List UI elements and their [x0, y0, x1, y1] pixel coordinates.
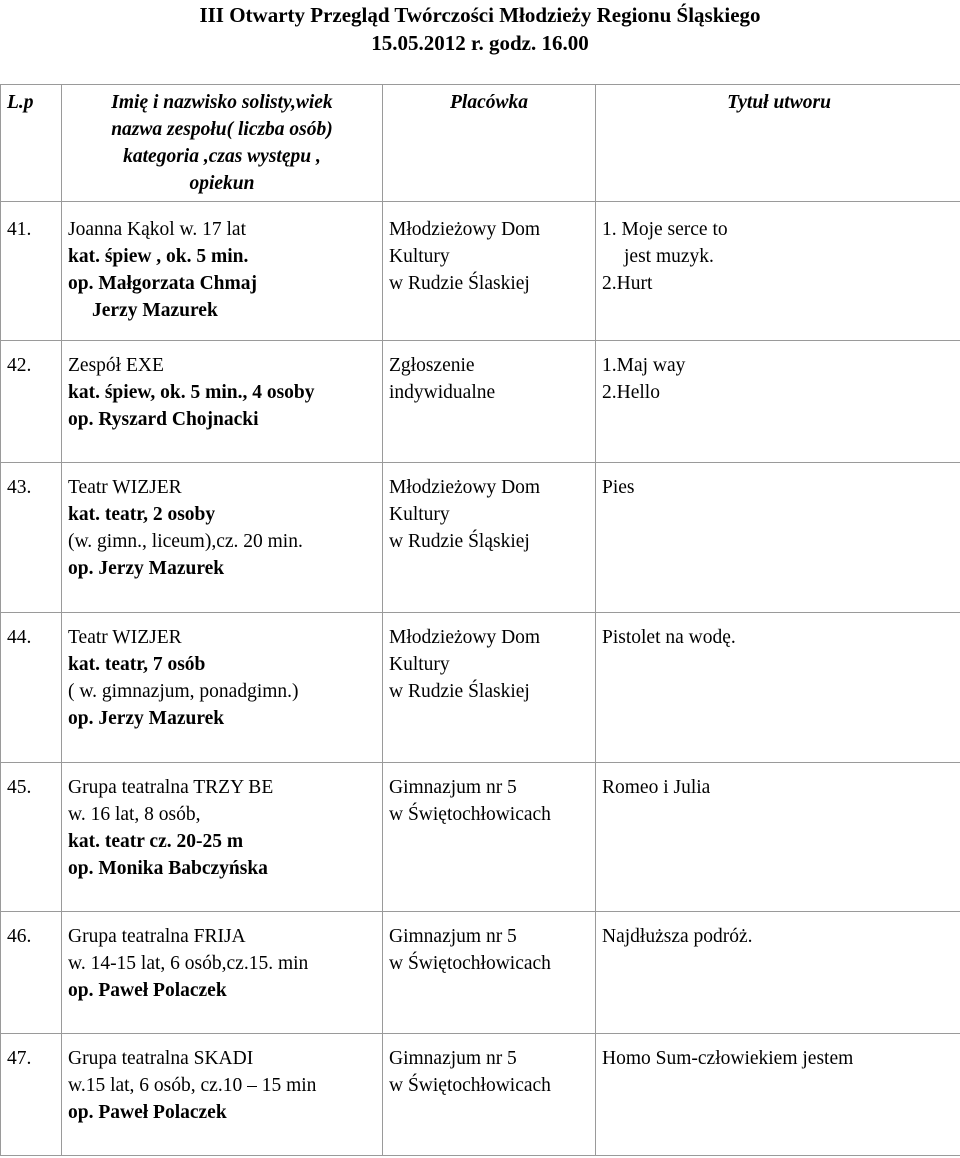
participant-line: op. Paweł Polaczek [68, 1102, 227, 1123]
table-row [1, 463, 960, 613]
cell-participant [62, 763, 383, 912]
cell-title [596, 1034, 960, 1156]
cell-title [596, 613, 960, 763]
cell-institution [383, 912, 596, 1034]
title-line: jest muzyk. [624, 246, 714, 267]
cell-title [596, 912, 960, 1034]
cell-title [596, 763, 960, 912]
institution-line: w Świętochłowicach [389, 1075, 551, 1096]
title-line: Pistolet na wodę. [602, 627, 736, 648]
institution-line: Gimnazjum nr 5 [389, 926, 517, 947]
participant-line: w.15 lat, 6 osób, cz.10 – 15 min [68, 1075, 317, 1096]
header-participant-line: Imię i nazwisko solisty,wiek [111, 92, 333, 113]
title-line: 2.Hello [602, 382, 660, 403]
title-line: Homo Sum-człowiekiem jestem [602, 1048, 854, 1069]
participant-line: op. Małgorzata Chmaj [68, 273, 258, 294]
institution-line: w Rudzie Śląskiej [389, 531, 530, 552]
cell-participant [62, 341, 383, 463]
cell-lp: 41. [1, 202, 62, 341]
cell-lp: 43. [1, 463, 62, 613]
cell-participant [62, 463, 383, 613]
institution-line: w Świętochłowicach [389, 804, 551, 825]
document-title: III Otwarty Przegląd Twórczości Młodzieży Regionu Śląskiego [199, 3, 761, 27]
institution-line: Kultury [389, 504, 450, 525]
title-line: Romeo i Julia [602, 777, 711, 798]
cell-participant [62, 912, 383, 1034]
participant-line: op. Monika Babczyńska [68, 858, 268, 879]
cell-participant [62, 613, 383, 763]
participant-line: kat. teatr, 2 osoby [68, 504, 216, 525]
participant-line: op. Jerzy Mazurek [68, 558, 225, 579]
institution-line: Młodzieżowy Dom [389, 219, 541, 240]
cell-participant [62, 202, 383, 341]
cell-lp: 46. [1, 912, 62, 1034]
cell-title [596, 202, 960, 341]
institution-line: Młodzieżowy Dom [389, 477, 541, 498]
participant-line: Grupa teatralna SKADI [68, 1048, 254, 1069]
cell-lp: 45. [1, 763, 62, 912]
cell-institution [383, 763, 596, 912]
cell-institution [383, 1034, 596, 1156]
header-row [1, 85, 960, 202]
table-row [1, 1034, 960, 1156]
table-row [1, 912, 960, 1034]
title-line: Najdłuższa podróż. [602, 926, 753, 947]
header-lp: L.p [1, 85, 62, 202]
cell-institution [383, 613, 596, 763]
institution-line: Kultury [389, 654, 450, 675]
table-row [1, 202, 960, 341]
cell-title [596, 341, 960, 463]
table-row [1, 763, 960, 912]
header-participant [62, 85, 383, 202]
participant-line: w. 16 lat, 8 osób, [68, 804, 201, 825]
participant-line: op. Ryszard Chojnacki [68, 409, 259, 430]
cell-lp: 47. [1, 1034, 62, 1156]
institution-line: Młodzieżowy Dom [389, 627, 541, 648]
header-participant-line: kategoria ,czas występu , [123, 146, 321, 167]
header-institution: Placówka [383, 85, 596, 202]
cell-institution [383, 463, 596, 613]
header-participant-line: nazwa zespołu( liczba osób) [111, 119, 333, 140]
participant-line: op. Jerzy Mazurek [68, 708, 225, 729]
table-row [1, 613, 960, 763]
institution-line: Kultury [389, 246, 450, 267]
cell-lp: 42. [1, 341, 62, 463]
title-line: 2.Hurt [602, 273, 653, 294]
program-table [0, 84, 960, 1156]
participant-line: Grupa teatralna TRZY BE [68, 777, 274, 798]
participant-line: Teatr WIZJER [68, 627, 182, 648]
title-line: 1. Moje serce to [602, 219, 728, 240]
participant-line: (w. gimn., liceum),cz. 20 min. [68, 531, 303, 552]
cell-lp: 44. [1, 613, 62, 763]
title-line: Pies [602, 477, 635, 498]
institution-line: Zgłoszenie [389, 355, 475, 376]
header-title: Tytuł utworu [596, 85, 960, 202]
cell-institution [383, 341, 596, 463]
institution-line: Gimnazjum nr 5 [389, 777, 517, 798]
participant-line: ( w. gimnazjum, ponadgimn.) [68, 681, 299, 702]
institution-line: w Świętochłowicach [389, 953, 551, 974]
participant-line: kat. teatr, 7 osób [68, 654, 206, 675]
cell-participant [62, 1034, 383, 1156]
participant-line: Joanna Kąkol w. 17 lat [68, 219, 246, 240]
participant-line: Jerzy Mazurek [92, 300, 218, 321]
participant-line: Zespół EXE [68, 355, 164, 376]
participant-line: Grupa teatralna FRIJA [68, 926, 246, 947]
institution-line: Gimnazjum nr 5 [389, 1048, 517, 1069]
institution-line: w Rudzie Ślaskiej [389, 273, 530, 294]
participant-line: kat. śpiew, ok. 5 min., 4 osoby [68, 382, 315, 403]
cell-institution [383, 202, 596, 341]
institution-line: w Rudzie Ślaskiej [389, 681, 530, 702]
participant-line: w. 14-15 lat, 6 osób,cz.15. min [68, 953, 309, 974]
table-row [1, 341, 960, 463]
header-participant-line: opiekun [189, 173, 255, 194]
institution-line: indywidualne [389, 382, 496, 403]
participant-line: kat. śpiew , ok. 5 min. [68, 246, 249, 267]
participant-line: Teatr WIZJER [68, 477, 182, 498]
title-line: 1.Maj way [602, 355, 686, 376]
participant-line: op. Paweł Polaczek [68, 980, 227, 1001]
document-date: 15.05.2012 r. godz. 16.00 [371, 31, 589, 55]
cell-title [596, 463, 960, 613]
participant-line: kat. teatr cz. 20-25 m [68, 831, 244, 852]
